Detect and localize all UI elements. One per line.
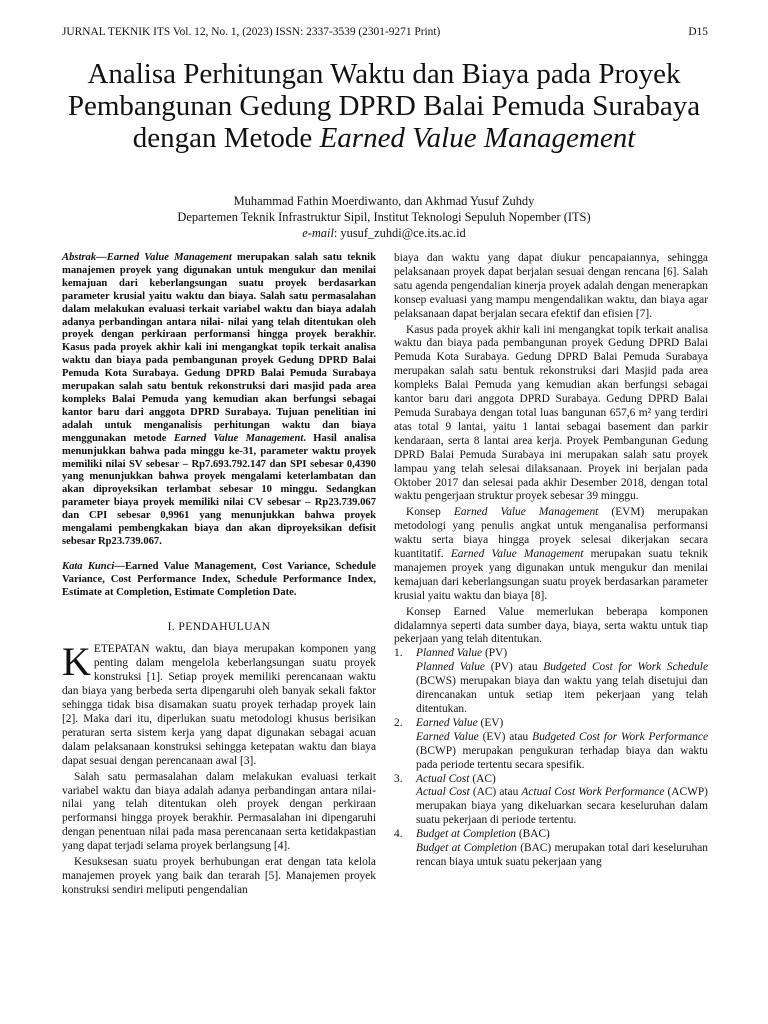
list-definition <box>416 731 708 773</box>
right-paragraph-1: biaya dan waktu yang dapat diukur pencapaiannya, sehingga pelaksanaan proyek dapat berjalan sesuai dengan rencana [6]. Salah satu agenda pengendalian kinerja proyek adalah dengan menerapkan konsep evaluasi yang mampu mengendalikan waktu, dan biaya agar pelaksanaan dapat berjalan secara efektif dan efisien [7]. <box>394 252 708 320</box>
author-block <box>60 193 708 241</box>
list-number: 2. <box>394 716 403 729</box>
list-item <box>394 773 708 829</box>
evm-term-2: Earned Value Management <box>450 548 584 561</box>
list-abbr: (BAC) <box>515 828 550 841</box>
def-text: (PV) atau <box>484 661 544 674</box>
list-number: 4. <box>394 828 403 841</box>
keywords-text: Earned Value Management, Cost Variance, Schedule Variance, Cost Performance Index, Schedule Performance Index, Estimate at Completion, Estimate Completion Date. <box>62 560 376 598</box>
author-email <box>60 225 708 241</box>
section-heading: I. PENDAHULUAN <box>167 619 271 633</box>
list-number: 3. <box>394 772 403 785</box>
intro-paragraph-1 <box>62 639 376 768</box>
def-text-2: (BCWP) merupakan pengukuran terhadap biaya dan waktu pada periode tertentu secara spesifik. <box>416 744 708 771</box>
keywords-label: Kata Kunci <box>62 560 115 572</box>
journal-info: JURNAL TEKNIK ITS Vol. 12, No. 1, (2023) ISSN: 2337-3539 (2301-9271 Print) <box>62 26 441 38</box>
list-item <box>394 717 708 773</box>
title-main: Analisa Perhitungan Waktu dan Biaya pada Proyek Pembangunan Gedung DPRD Balai Pemuda Surabaya dengan Metode <box>67 58 701 154</box>
email-label: e-mail <box>302 226 334 240</box>
page-number: D15 <box>688 26 708 38</box>
running-head <box>62 26 708 38</box>
list-definition <box>416 661 708 717</box>
list-item <box>394 828 708 870</box>
keywords-dash: — <box>114 560 125 572</box>
left-column <box>62 252 376 898</box>
evm-text-a: Konsep <box>406 506 454 519</box>
list-term: Earned Value <box>416 716 478 729</box>
intro-paragraph-2: Salah satu permasalahan dalam melakukan evaluasi terkait variabel waktu dan biaya adalah adanya perbandingan antara nilai- nilai yang telah ditentukan oleh proyek dengan perkiraan performansi hingga proyek berakhir. Permasalahan ini dipengaruhi dengan penentuan nilai pada masa perencanaan serta ketidakpastian yang dapat terjadi selama proyek berlangsung [4]. <box>62 770 376 853</box>
def-alt-term: Budgeted Cost for Work Schedule <box>543 661 708 674</box>
def-text: (AC) atau <box>469 786 522 799</box>
abstract-label: Abstrak <box>62 252 97 263</box>
abstract-term: Earned Value Management <box>106 252 232 263</box>
list-abbr: (PV) <box>482 647 508 660</box>
abstract-text-1: merupakan salah satu teknik manajemen proyek yang digunakan untuk mengukur dan menilai kemajuan dari keberlangsungan suatu proyek berdasarkan parameter krusial yaitu waktu dan biaya. Salah satu permasalahan dalam melakukan evaluasi terkait variabel waktu dan biaya adalah adanya perbandingan antara nilai- nilai yang telah ditentukan oleh proyek dengan perkiraan performansi hingga proyek berakhir. Kasus pada proyek akhir kali ini mengangkat topik terkait analisa waktu dan biaya pada pembangunan proyek Gedung DPRD Balai Pemuda Kota Surabaya. Gedung DPRD Balai Pemuda Surabaya merupakan salah satu bentuk rekonstruksi dari masjid pada area kompleks Balai Pemuda yang kemudian akan berfungsi sebagai kantor baru dari anggota DPRD Surabaya. Tujuan penelitian ini adalah untuk menganalisis perhitungan waktu dan biaya menggunakan metode <box>62 252 376 444</box>
email-address: : yusuf_zuhdi@ce.its.ac.id <box>333 226 466 240</box>
keywords <box>62 561 376 600</box>
author-names: Muhammad Fathin Moerdiwanto, dan Akhmad Yusuf Zuhdy <box>233 194 535 208</box>
def-text: (BAC) merupakan total dari keseluruhan rencan biaya untuk suatu pekerjaan yang <box>416 842 708 868</box>
right-column <box>394 252 708 870</box>
evm-text-b: (EVM) merupakan metodologi yang penulis angkat untuk menganalisa performansi waktu serta biaya hingga proyek selesai dikerjakan secara kuantitatif. <box>394 506 709 561</box>
evm-term: Earned Value Management <box>453 506 599 519</box>
abstract-text-2: . Hasil analisa menunjukkan bahwa pada minggu ke-31, parameter waktu proyek memiliki nilai SV sebesar – Rp7.693.792.147 dan SPI sebesar 0,4390 yang menunjukkan bahwa proyek mengalami keterlambatan dan akan diproyeksikan terlambat sebesar 10 minggu. Sedangkan parameter biaya proyek memiliki nilai CV sebesar – Rp23.739.067 dan CPI sebesar 0,9961 yang menunjukkan bahwa proyek mengalami pembengkakan biaya dan akan diproyeksikan defisit sebesar Rp23.739.067. <box>62 432 376 547</box>
list-definition <box>416 786 708 828</box>
abstract-term-2: Earned Value Management <box>173 432 304 444</box>
list-term: Planned Value <box>416 647 483 660</box>
def-term: Actual Cost <box>416 786 470 799</box>
def-term: Earned Value <box>416 730 479 743</box>
def-text-2: (ACWP) merupakan biaya yang dikeluarkan secara keseluruhan dalam suatu pekerjaan di periode tertentu. <box>416 786 708 827</box>
right-paragraph-4: Konsep Earned Value memerlukan beberapa komponen didalamnya seperti data sumber daya, biaya, serta waktu untuk tiap pekerjaan yang telah ditentukan. <box>394 605 708 646</box>
def-text: (EV) atau <box>478 730 533 743</box>
intro-paragraph-3: Kesuksesan suatu proyek berhubungan erat dengan tata kelola manajemen proyek yang baik dan terarah [5]. Manajemen proyek konstruksi sendiri meliputi pengendalian <box>62 856 376 896</box>
author-affiliation: Departemen Teknik Infrastruktur Sipil, Institut Teknologi Sepuluh Nopember (ITS) <box>177 210 591 224</box>
list-definition <box>416 842 708 870</box>
evm-text-c: merupakan suatu teknik manajemen proyek yang digunakan untuk mengukur dan menilai kemajuan dari keberlangsungan suatu proyek berdasarkan parameter krusial yaitu waktu dan biaya [8]. <box>394 548 708 602</box>
def-text-2: (BCWS) merupakan biaya dan waktu yang telah disetujui dan direncanakan untuk setiap item pekerjaan yang telah ditentukan. <box>416 675 708 715</box>
right-paragraph-3 <box>394 506 708 603</box>
paper-title <box>60 58 708 154</box>
list-term: Budget at Completion <box>416 828 516 841</box>
list-item <box>394 647 708 717</box>
intro-text-1: waktu, dan biaya merupakan komponen yang penting dalam mengelola keberlangsungan suatu proyek konstruksi [1]. Setiap proyek memiliki perencanaan waktu dan biaya yang berbeda serta dipengaruhi oleh banyak sekali faktor sehingga tidak bisa disamakan suatu proyek terhadap proyek lain [2]. Maka dari itu, diperlukan suatu metodologi khusus berisikan peraturan serta sistem kerja yang dapat digunakan sebagai acuan dalam pelaksanaan konstruksi sehingga ketepatan waktu dan biaya dapat sesuai dengan perencanaan awal [3]. <box>62 643 376 767</box>
intro-caps: ETEPATAN <box>93 643 150 656</box>
component-list <box>394 647 708 870</box>
abstract <box>62 252 376 549</box>
list-term: Actual Cost <box>416 772 470 785</box>
list-abbr: (AC) <box>469 772 496 785</box>
abstract-dash: — <box>96 252 107 263</box>
def-term: Planned Value <box>416 661 485 674</box>
def-term: Budget at Completion <box>416 842 517 855</box>
def-alt-term: Actual Cost Work Performance <box>521 786 665 799</box>
list-number: 1. <box>394 647 403 660</box>
right-paragraph-2: Kasus pada proyek akhir kali ini mengangkat topik terkait analisa waktu dan biaya pada pembangunan proyek Gedung DPRD Balai Pemuda Kota Surabaya. Gedung DPRD Balai Pemuda Surabaya merupakan salah satu bentuk rekonstruksi dari Masjid pada area kompleks Balai Pemuda yang kemudian akan berfungsi sebagai kantor baru dari anggota DPRD Surabaya. Gedung DPRD Balai Pemuda Surabaya dengan total luas bangunan 657,6 m² yang terdiri atas total 9 lantai, yaitu 1 lantai sebagai basement dan parkir kendaraan, serta 8 lantai area kerja. Proyek Pembangunan Gedung DPRD Balai Pemuda Surabaya ini merupakan salah satu proyek lampau yang telah selesai dilaksanaan. Proyek ini berjalan pada Oktober 2017 dan selesai pada akhir Desember 2018, dengan total waktu pengerjaan struktur proyek sebesar 39 minggu. <box>394 323 708 503</box>
def-alt-term: Budgeted Cost for Work Performance <box>532 730 709 743</box>
title-method: Earned Value Management <box>319 122 636 154</box>
list-abbr: (EV) <box>477 716 504 729</box>
drop-cap: K <box>62 639 91 685</box>
